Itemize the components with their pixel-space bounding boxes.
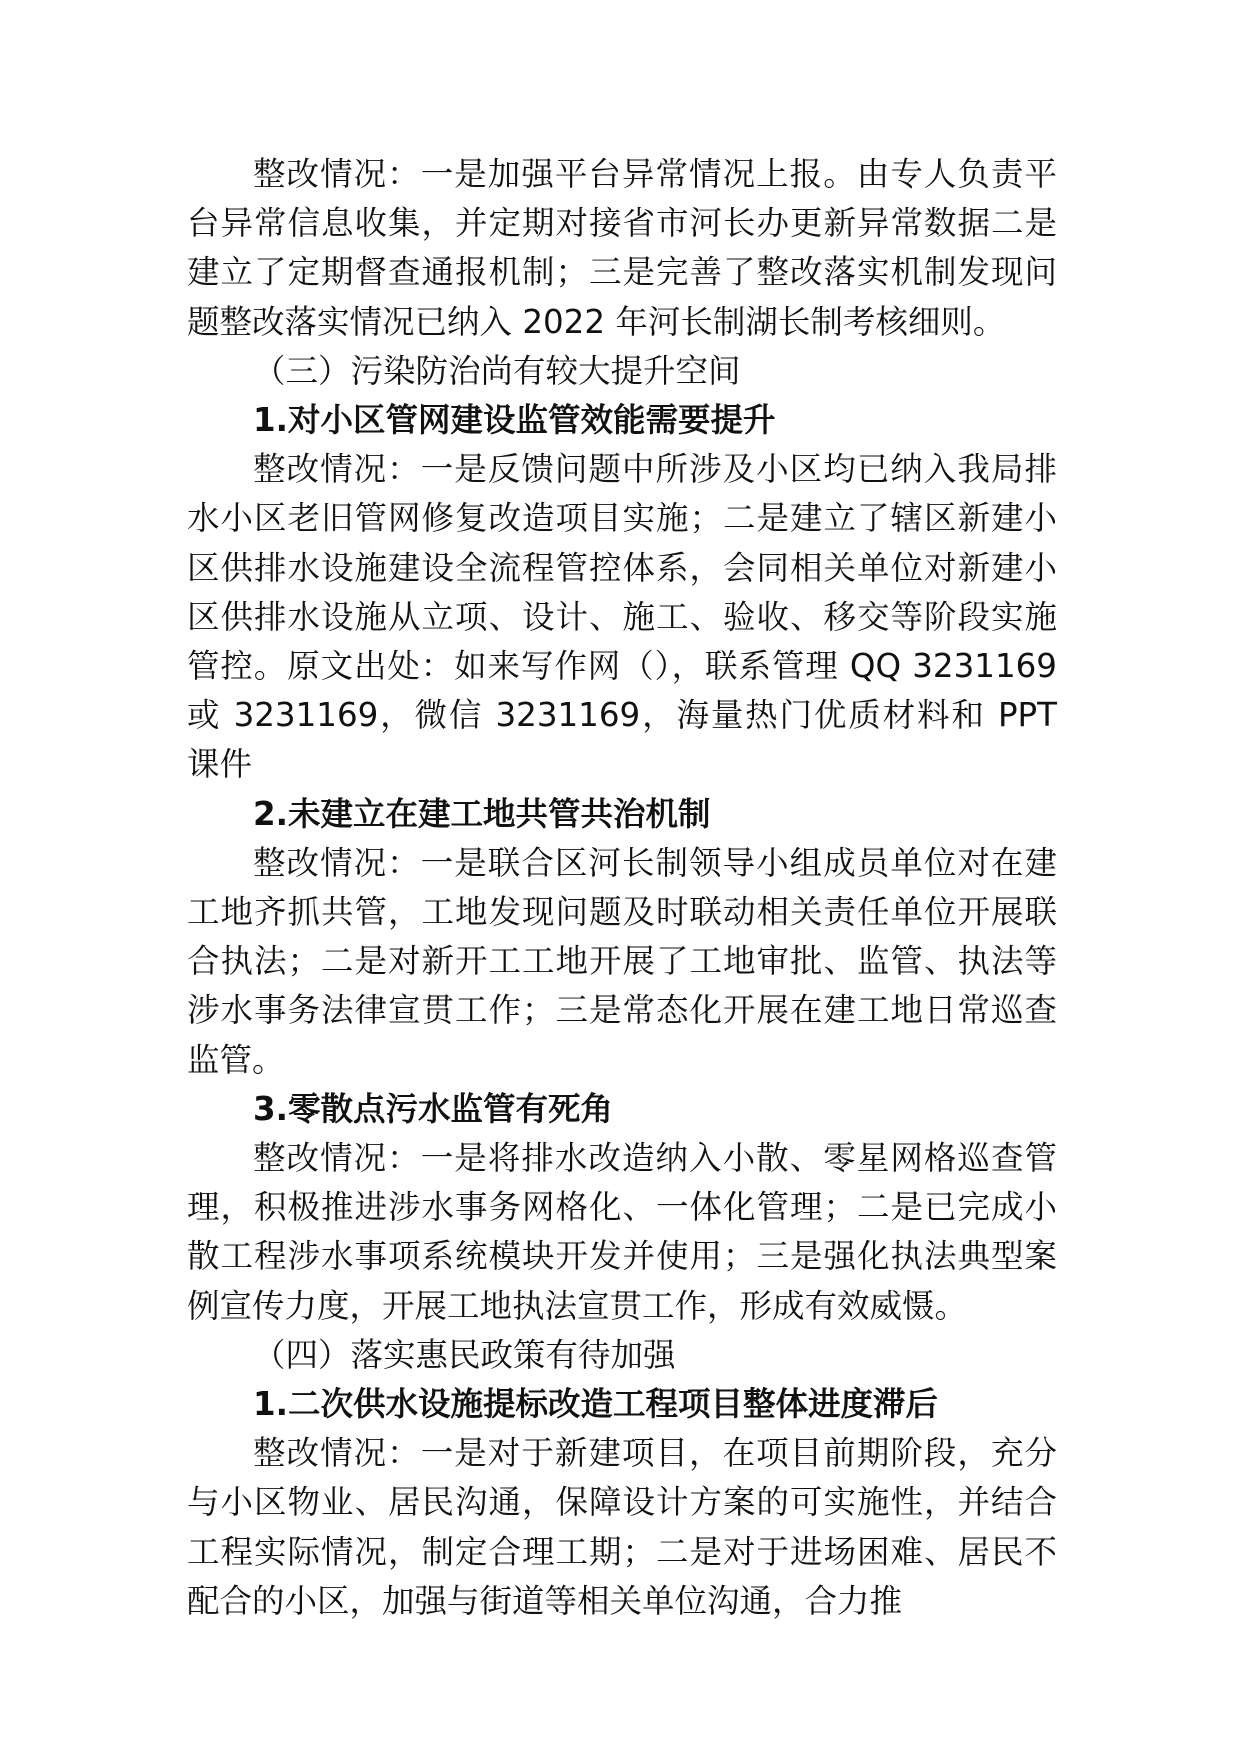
document-body bbox=[187, 150, 1057, 1626]
section-heading-four: （四）落实惠民政策有待加强 bbox=[253, 1335, 676, 1374]
subheading-3-1: 1.对小区管网建设监管效能需要提升 bbox=[253, 401, 776, 440]
paragraph-rectification-3: 整改情况：一是联合区河长制领导小组成员单位对在建工地齐抓共管，工地发现问题及时联动相关责任单位开展联合执法；二是对新开工工地开展了工地审批、监管、执法等涉水事务法律宣贯工作；三是常态化开展在建工地日常巡查监管。 bbox=[187, 843, 1057, 1079]
subheading-4-1: 1.二次供水设施提标改造工程项目整体进度滞后 bbox=[253, 1385, 938, 1424]
paragraph-rectification-2: 整改情况：一是反馈问题中所涉及小区均已纳入我局排水小区老旧管网修复改造项目实施；二是建立了辖区新建小区供排水设施建设全流程管控体系，会同相关单位对新建小区供排水设施从立项、设计、施工、验收、移交等阶段实施管控。原文出处：如来写作网（），联系管理 QQ 3231169 或 3231169，微信 3231169，海量热门优质材料和 PPT 课件 bbox=[187, 450, 1057, 784]
subheading-3-2: 2.未建立在建工地共管共治机制 bbox=[253, 794, 711, 833]
section-heading-three: （三）污染防治尚有较大提升空间 bbox=[253, 351, 741, 390]
subheading-3-3: 3.零散点污水监管有死角 bbox=[253, 1089, 613, 1128]
paragraph-rectification-4: 整改情况：一是将排水改造纳入小散、零星网格巡查管理，积极推进涉水事务网格化、一体化管理；二是已完成小散工程涉水事项系统模块开发并使用；三是强化执法典型案例宣传力度，开展工地执法宣贯工作，形成有效威慑。 bbox=[187, 1139, 1057, 1325]
paragraph-rectification-5: 整改情况：一是对于新建项目，在项目前期阶段，充分与小区物业、居民沟通，保障设计方案的可实施性，并结合工程实际情况，制定合理工期；二是对于进场困难、居民不配合的小区，加强与街道等相关单位沟通，合力推 bbox=[187, 1434, 1057, 1620]
paragraph-rectification-1: 整改情况：一是加强平台异常情况上报。由专人负责平台异常信息收集，并定期对接省市河长办更新异常数据二是建立了定期督查通报机制；三是完善了整改落实机制发现问题整改落实情况已纳入 2022 年河长制湖长制考核细则。 bbox=[187, 155, 1057, 341]
